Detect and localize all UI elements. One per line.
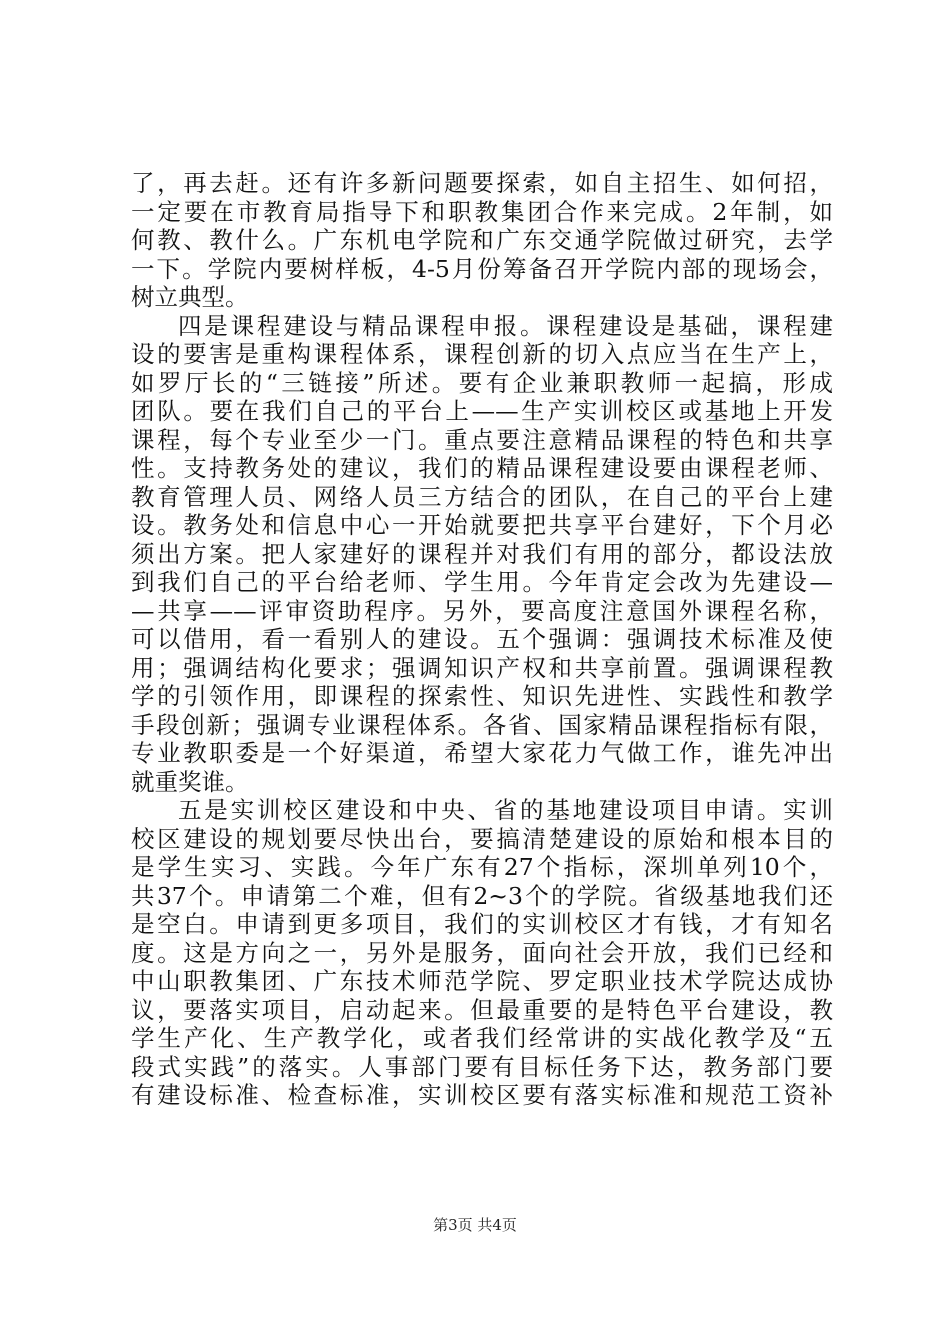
- text-line: 学生产化、生产教学化，或者我们经常讲的实战化教学及“五: [131, 1024, 833, 1052]
- text-line: 度。这是方向之一，另外是服务，面向社会开放，我们已经和: [131, 938, 833, 967]
- text-line: 设的要害是重构课程体系，课程创新的切入点应当在生产上，: [131, 340, 833, 368]
- text-line: 何教、教什么。广东机电学院和广东交通学院做过研究，去学: [131, 226, 833, 254]
- text-line: 树立典型。: [131, 283, 249, 311]
- text-line: 校区建设的规划要尽快出台，要搞清楚建设的原始和根本目的: [131, 824, 833, 853]
- paragraph-first-line: 四是课程建设与精品课程申报。课程建设是基础，课程建: [178, 311, 833, 340]
- text-line: 一下。学院内要树样板，4-5月份筹备召开学院内部的现场会，: [131, 254, 833, 283]
- text-line: 用；强调结构化要求；强调知识产权和共享前置。强调课程教: [131, 653, 833, 682]
- text-line: 须出方案。把人家建好的课程并对我们有用的部分，都设法放: [131, 539, 833, 568]
- text-line: 设。教务处和信息中心一开始就要把共享平台建好，下个月必: [131, 511, 833, 539]
- text-line: 中山职教集团、广东技术师范学院、罗定职业技术学院达成协: [131, 967, 833, 995]
- paragraph-first-line: 五是实训校区建设和中央、省的基地建设项目申请。实训: [178, 796, 833, 824]
- text-line: 一定要在市教育局指导下和职教集团合作来完成。2年制，如: [131, 197, 833, 226]
- text-line: 是空白。申请到更多项目，我们的实训校区才有钱，才有知名: [131, 910, 833, 938]
- text-line: 手段创新；强调专业课程体系。各省、国家精品课程指标有限，: [131, 710, 833, 739]
- page-footer: 第3页 共4页: [433, 1216, 517, 1234]
- text-line: 课程，每个专业至少一门。重点要注意精品课程的特色和共享: [131, 425, 833, 454]
- text-line: 团队。要在我们自己的平台上——生产实训校区或基地上开发: [131, 397, 833, 425]
- text-line: 可以借用，看一看别人的建设。五个强调：强调技术标准及使: [131, 625, 833, 653]
- text-line: 就重奖谁。: [131, 767, 249, 796]
- text-line: —共享——评审资助程序。另外，要高度注意国外课程名称，: [131, 596, 833, 625]
- text-line: 如罗厅长的“三链接”所述。要有企业兼职教师一起搞，形成: [131, 368, 833, 397]
- text-line: 了，再去赶。还有许多新问题要探索，如自主招生、如何招，: [131, 169, 833, 197]
- text-line: 教育管理人员、网络人员三方结合的团队，在自己的平台上建: [131, 482, 833, 511]
- document-body: [131, 169, 833, 1110]
- text-line: 共37个。申请第二个难，但有2~3个的学院。省级基地我们还: [131, 881, 833, 910]
- text-line: 到我们自己的平台给老师、学生用。今年肯定会改为先建设—: [131, 568, 833, 596]
- text-line: 是学生实习、实践。今年广东有27个指标，深圳单列10个，: [131, 853, 833, 881]
- text-line: 性。支持教务处的建议，我们的精品课程建设要由课程老师、: [131, 454, 833, 482]
- text-line: 议，要落实项目，启动起来。但最重要的是特色平台建设，教: [131, 995, 833, 1024]
- text-line: 专业教职委是一个好渠道，希望大家花力气做工作，谁先冲出: [131, 739, 833, 767]
- text-line: 段式实践”的落实。人事部门要有目标任务下达，教务部门要: [131, 1052, 833, 1081]
- text-line: 学的引领作用，即课程的探索性、知识先进性、实践性和教学: [131, 682, 833, 710]
- text-line: 有建设标准、检查标准，实训校区要有落实标准和规范工资补: [131, 1081, 833, 1109]
